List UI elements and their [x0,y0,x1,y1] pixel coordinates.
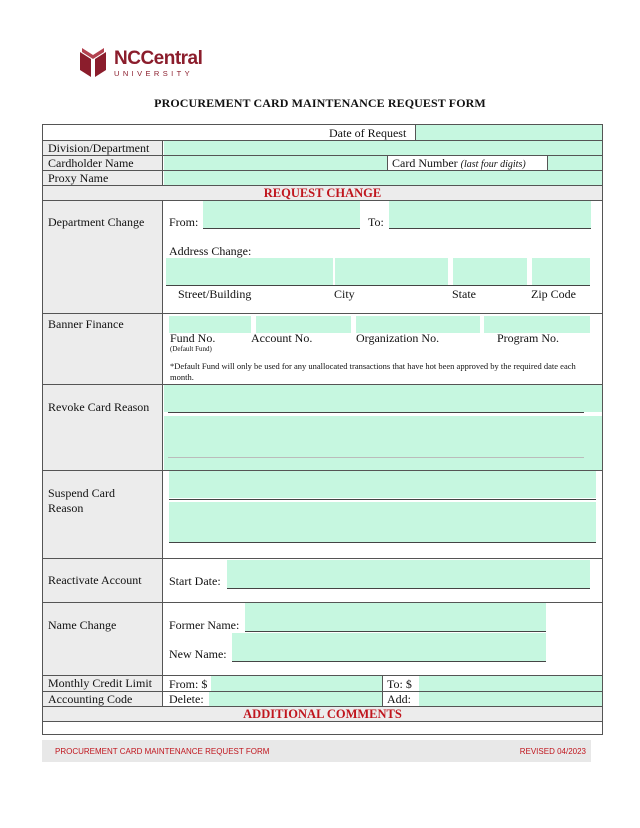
footer-revision: REVISED 04/2023 [519,747,586,756]
program-label: Program No. [497,331,559,345]
limit-from-label: From: $ [169,677,208,691]
logo-subtitle: UNIVERSITY [114,68,194,78]
row-division [43,141,602,156]
zip-field[interactable] [532,258,590,285]
suspend-label: Suspend Card Reason [43,471,163,558]
row-proxy [43,171,602,186]
proxy-field[interactable] [164,171,602,185]
chevron-logo-icon [78,48,108,78]
dept-to-label: To: [368,215,384,229]
department-change-label: Department Change [43,201,163,313]
city-field[interactable] [335,258,448,285]
date-of-request-field[interactable] [416,125,602,140]
account-label: Account No. [251,331,313,345]
accounting-code-label: Accounting Code [43,692,163,706]
monthly-limit-label: Monthly Credit Limit [43,676,163,691]
add-field[interactable] [419,692,602,706]
organization-label: Organization No. [356,331,440,345]
delete-field[interactable] [209,692,382,706]
revoke-reason-field-1[interactable] [164,385,602,412]
row-revoke [43,385,602,471]
default-fund-note: *Default Fund will only be used for any unallocated transactions that have hot been approved by the required date each month. [170,361,576,382]
row-monthly-limit [43,676,602,692]
row-suspend [43,471,602,559]
dept-from-label: From: [169,215,199,229]
row-cardholder [43,156,602,171]
city-label: City [334,287,355,301]
form-title: PROCUREMENT CARD MAINTENANCE REQUEST FORM [154,96,486,110]
fund-label: Fund No. [170,331,216,345]
request-change-header: REQUEST CHANGE [43,186,602,201]
delete-label: Delete: [169,692,204,706]
row-date-of-request [43,125,602,141]
former-name-label: Former Name: [169,618,240,632]
dept-from-field[interactable] [203,201,360,228]
date-of-request-label: Date of Request [329,126,407,140]
card-number-field[interactable] [548,156,602,170]
address-change-label: Address Change: [169,244,252,258]
division-label: Division/Department [43,141,163,155]
street-field[interactable] [166,258,333,285]
new-name-field[interactable] [232,633,546,661]
new-name-label: New Name: [169,647,227,661]
start-date-label: Start Date: [169,574,221,588]
start-date-field[interactable] [227,560,590,588]
banner-finance-label: Banner Finance [43,314,163,384]
street-label: Street/Building [178,287,252,301]
footer-form-name: PROCUREMENT CARD MAINTENANCE REQUEST FORM [55,747,270,756]
row-reactivate [43,559,602,603]
card-number-hint: (last four digits) [460,159,526,170]
name-change-label: Name Change [43,603,163,675]
row-name-change [43,603,602,676]
dept-to-field[interactable] [389,201,591,228]
revoke-label: Revoke Card Reason [43,385,163,470]
limit-from-field[interactable] [211,676,382,691]
limit-to-label: To: $ [387,677,412,691]
revoke-reason-field-2[interactable] [164,416,602,470]
footer [42,740,591,762]
reactivate-label: Reactivate Account [43,559,163,602]
suspend-reason-field-1[interactable] [169,471,596,498]
row-department-change [43,201,602,314]
cardholder-field[interactable] [164,156,387,170]
request-form [42,124,603,735]
limit-to-field[interactable] [419,676,602,691]
cardholder-label: Cardholder Name [43,156,163,170]
zip-label: Zip Code [531,287,576,301]
proxy-label: Proxy Name [43,171,163,185]
former-name-field[interactable] [245,603,546,631]
suspend-reason-field-2[interactable] [169,502,596,542]
add-label: Add: [387,692,411,706]
additional-comments-header: ADDITIONAL COMMENTS [43,707,602,722]
row-accounting-code [43,692,602,707]
state-label: State [452,287,476,301]
university-logo [78,46,202,80]
division-field[interactable] [164,141,602,155]
additional-comments-field[interactable] [43,722,602,735]
logo-name: NCCentral [114,47,203,69]
card-number-label: Card Number [392,156,458,170]
default-fund-label: (Default Fund) [170,345,212,353]
row-banner-finance [43,314,602,385]
state-field[interactable] [453,258,527,285]
